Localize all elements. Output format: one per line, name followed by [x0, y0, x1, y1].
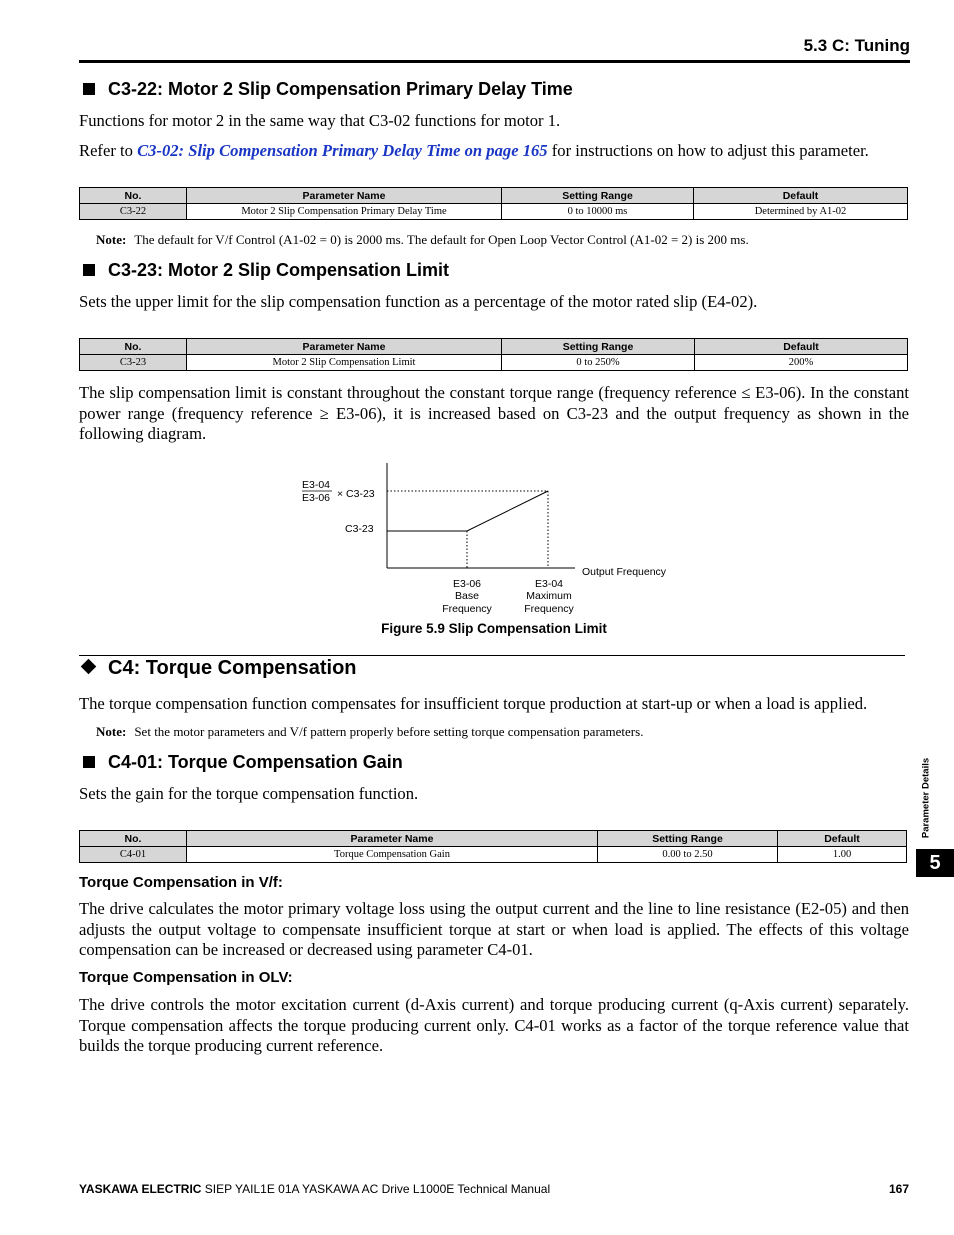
col-header-parameter-name: Parameter Name	[187, 188, 502, 204]
note-label: Note:	[96, 724, 127, 739]
c4-01-parameter-table	[79, 830, 907, 863]
cell-setting-range: 0.00 to 2.50	[598, 847, 778, 863]
diamond-bullet-icon	[81, 659, 97, 675]
x-tick-base-code: E3-06	[452, 578, 482, 590]
side-chapter-label	[918, 750, 934, 846]
c4-heading-text: C4: Torque Compensation	[108, 657, 357, 679]
col-header-no: No.	[80, 831, 187, 847]
table-header-row	[80, 831, 907, 847]
chapter-number-tab: 5	[916, 849, 954, 877]
c3-22-refer-suffix: for instructions on how to adjust this parameter.	[547, 141, 869, 160]
c3-22-heading-text: C3-22: Motor 2 Slip Compensation Primary Delay Time	[108, 79, 573, 99]
note-label: Note:	[96, 232, 127, 247]
x-tick-base-frequency: Frequency	[442, 603, 492, 615]
col-header-default: Default	[694, 188, 908, 204]
slip-limit-curve	[387, 491, 548, 531]
square-bullet-icon	[83, 83, 95, 95]
table-header-row	[80, 188, 908, 204]
y-label-numerator: E3-04	[302, 479, 331, 491]
cell-parameter-name: Torque Compensation Gain	[187, 847, 598, 863]
c3-23-heading-text: C3-23: Motor 2 Slip Compensation Limit	[108, 260, 450, 280]
cell-default: Determined by A1-02	[694, 204, 908, 220]
col-header-default: Default	[695, 339, 908, 355]
x-tick-base-word: Base	[455, 590, 479, 602]
header-rule	[79, 60, 910, 63]
cell-parameter-name: Motor 2 Slip Compensation Primary Delay Time	[187, 204, 502, 220]
figure-caption: Figure 5.9 Slip Compensation Limit	[381, 621, 607, 636]
footer-document-title	[79, 1182, 550, 1196]
vf-paragraph: The drive calculates the motor primary voltage loss using the output current and the line to line resistance (E2-05) and then adjusts the output voltage to compensate insufficient torque at start or when load is applied. The effects of this voltage compensation can be increased or decreased using parameter C4-01.	[79, 899, 909, 959]
table-row	[80, 204, 908, 220]
cell-no: C4-01	[80, 847, 187, 863]
col-header-setting-range: Setting Range	[598, 831, 778, 847]
c3-22-paragraph-1: Functions for motor 2 in the same way that C3-02 functions for motor 1.	[79, 111, 561, 130]
c3-22-refer-prefix: Refer to	[79, 141, 138, 160]
cell-setting-range: 0 to 250%	[502, 355, 695, 371]
note-text: Set the motor parameters and V/f pattern properly before setting torque compensation parameters.	[134, 724, 644, 739]
footer-doc: SIEP YAIL1E 01A YASKAWA AC Drive L1000E Technical Manual	[201, 1182, 551, 1196]
col-header-default: Default	[778, 831, 907, 847]
c3-22-heading	[83, 79, 573, 100]
col-header-parameter-name: Parameter Name	[187, 339, 502, 355]
table-row	[80, 847, 907, 863]
olv-paragraph: The drive controls the motor excitation current (d-Axis current) and torque producing current (q-Axis current) separately. Torque compensation affects the torque producing current only. C4-01 works as a factor of the torque reference value that builds the torque producing current reference.	[79, 995, 909, 1055]
c4-01-paragraph-1: Sets the gain for the torque compensation function.	[79, 784, 419, 803]
x-axis-label: Output Frequency	[582, 566, 667, 578]
olv-subheading: Torque Compensation in OLV:	[79, 969, 293, 986]
page-number: 167	[888, 1182, 909, 1196]
y-label-denominator: E3-06	[302, 492, 331, 504]
c4-section-rule	[79, 655, 905, 656]
cell-default: 200%	[695, 355, 908, 371]
col-header-parameter-name: Parameter Name	[187, 831, 598, 847]
c3-02-link[interactable]: C3-02: Slip Compensation Primary Delay Time on page 165	[137, 141, 548, 160]
note-text: The default for V/f Control (A1-02 = 0) is 2000 ms. The default for Open Loop Vector Control (A1-02 = 2) is 200 ms.	[134, 232, 749, 247]
c3-23-paragraph-1: Sets the upper limit for the slip compensation function as a percentage of the motor rated slip (E4-02).	[79, 292, 758, 311]
y-label-lower: C3-23	[345, 523, 374, 535]
c3-23-paragraph-2: The slip compensation limit is constant throughout the constant torque range (frequency reference ≤ E3-06). In the constant power range (frequency reference ≥ E3-06), it is increased based on C3-23 and the output frequency as shown in the following diagram.	[79, 383, 909, 443]
c4-01-heading	[83, 752, 403, 773]
c4-paragraph-1: The torque compensation function compensates for insufficient torque production at start-up or when a load is applied.	[79, 694, 868, 713]
table-row	[80, 355, 908, 371]
c3-23-heading	[83, 260, 449, 281]
col-header-setting-range: Setting Range	[502, 339, 695, 355]
col-header-no: No.	[80, 188, 187, 204]
c3-23-parameter-table	[79, 338, 908, 371]
cell-no: C3-22	[80, 204, 187, 220]
c4-note	[96, 724, 643, 740]
x-tick-max-word: Maximum	[526, 590, 572, 602]
c4-01-heading-text: C4-01: Torque Compensation Gain	[108, 752, 403, 772]
side-chapter-label-text: Parameter Details	[920, 757, 932, 839]
c3-22-note	[96, 232, 749, 248]
slip-compensation-figure	[290, 455, 690, 620]
c4-heading	[83, 657, 357, 680]
footer-brand: YASKAWA ELECTRIC	[79, 1182, 202, 1196]
cell-default: 1.00	[778, 847, 907, 863]
x-tick-max-code: E3-04	[534, 578, 564, 590]
col-header-setting-range: Setting Range	[502, 188, 694, 204]
vf-subheading: Torque Compensation in V/f:	[79, 874, 283, 891]
y-label-multiplier: × C3-23	[337, 488, 375, 500]
cell-setting-range: 0 to 10000 ms	[502, 204, 694, 220]
cell-parameter-name: Motor 2 Slip Compensation Limit	[187, 355, 502, 371]
cell-no: C3-23	[80, 355, 187, 371]
table-header-row	[80, 339, 908, 355]
col-header-no: No.	[80, 339, 187, 355]
square-bullet-icon	[83, 756, 95, 768]
c3-22-parameter-table	[79, 187, 908, 220]
section-header: 5.3 C: Tuning	[803, 36, 910, 55]
square-bullet-icon	[83, 264, 95, 276]
x-tick-max-frequency: Frequency	[524, 603, 574, 615]
c3-22-paragraph-2	[79, 141, 909, 162]
